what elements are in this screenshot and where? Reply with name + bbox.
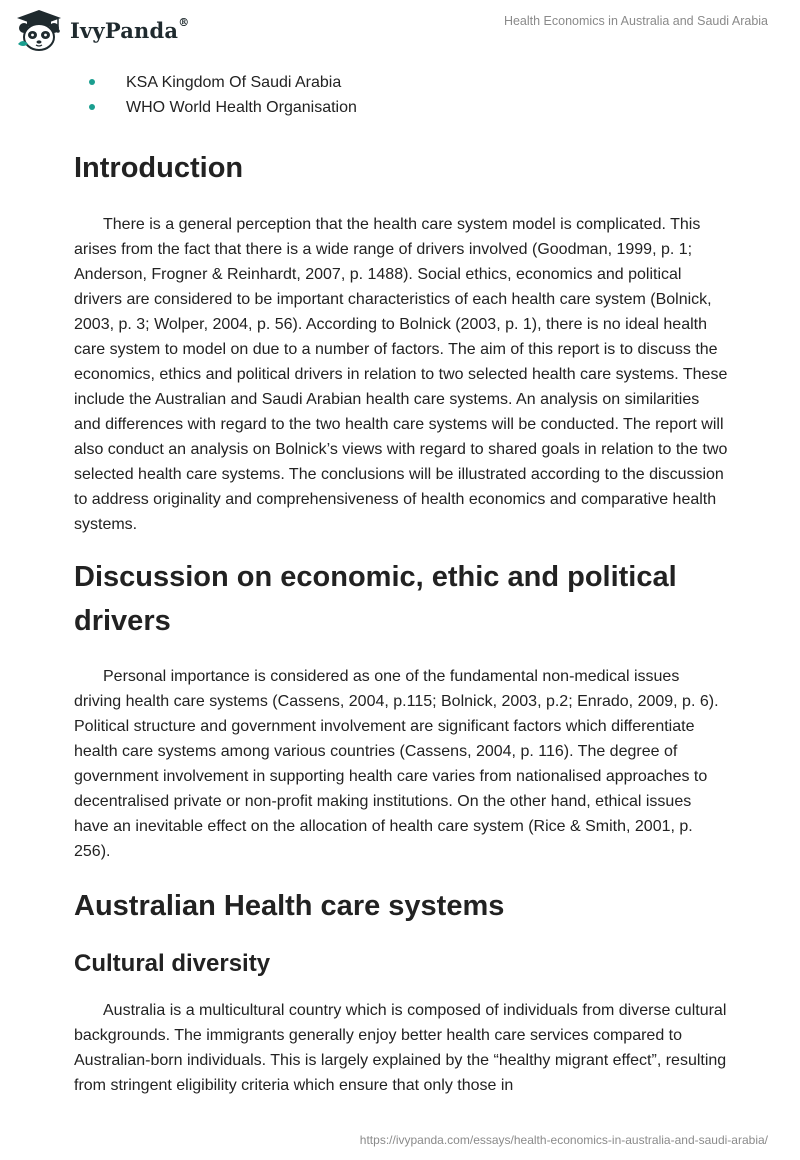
bullet-icon [89, 104, 95, 110]
ivypanda-logo[interactable] [14, 8, 189, 52]
introduction-paragraph: There is a general perception that the health care system model is complicated. This arises from the fact that there is a wide range of drivers involved (Goodman, 1999, p. 1; Anderson, Frogner & Reinhardt, 2007, p. 1488). Social ethics, economics and political drivers are considered to be important characteristics of each health care system (Bolnick, 2003, p. 3; Wolper, 2004, p. 56). According to Bolnick (2003, p. 1), there is no ideal health care system to model on due to a number of factors. The aim of this report is to discuss the economics, ethics and political drivers in relation to two selected health care systems. These include the Australian and Saudi Arabian health care systems. An analysis on similarities and differences with regard to the two health care systems will be conducted. The report will also conduct an analysis on Bolnick’s views with regard to shared goals in relation to the two selected health care systems. The conclusions will be illustrated according to the discussion to address originality and comprehensiveness of health economics and comparative health systems. [74, 216, 728, 533]
discussion-paragraph: Personal importance is considered as one of the fundamental non-medical issues driving health care systems (Cassens, 2004, p.115; Bolnick, 2003, p.2; Enrado, 2009, p. 6). Political structure and government involvement are significant factors which differentiate health care systems among various countries (Cassens, 2004, p. 116). The degree of government involvement in supporting health care varies from nationalised approaches to decentralised private or non-profit making institutions. On the other hand, ethical issues have an inevitable effect on the allocation of health care system (Rice & Smith, 2001, p. 256). [74, 668, 719, 860]
list-item: WHO World Health Organisation [74, 95, 730, 120]
brand-name: IvyPanda® [70, 15, 190, 43]
cultural-diversity-heading: Cultural diversity [74, 950, 271, 977]
page-header [0, 0, 800, 60]
abbreviation-list [74, 70, 730, 120]
discussion-heading: Discussion on economic, ethic and political drivers [74, 561, 677, 637]
document-title: Health Economics in Australia and Saudi Arabia [503, 14, 768, 28]
source-url-link[interactable]: https://ivypanda.com/essays/health-economics-in-australia-and-saudi-arabia/ [359, 1133, 768, 1147]
panda-graduate-icon [14, 8, 64, 52]
essay-content [74, 70, 730, 1098]
bullet-icon [89, 79, 95, 85]
australian-health-care-heading: Australian Health care systems [74, 890, 505, 922]
introduction-heading: Introduction [74, 152, 244, 184]
cultural-diversity-paragraph: Australia is a multicultural country which is composed of individuals from diverse cultural backgrounds. The immigrants generally enjoy better health care services compared to Australian-born individuals. This is largely explained by the “healthy migrant effect”, resulting from stringent eligibility criteria which ensure that only those in [74, 1002, 727, 1094]
list-item: KSA Kingdom Of Saudi Arabia [74, 70, 730, 95]
